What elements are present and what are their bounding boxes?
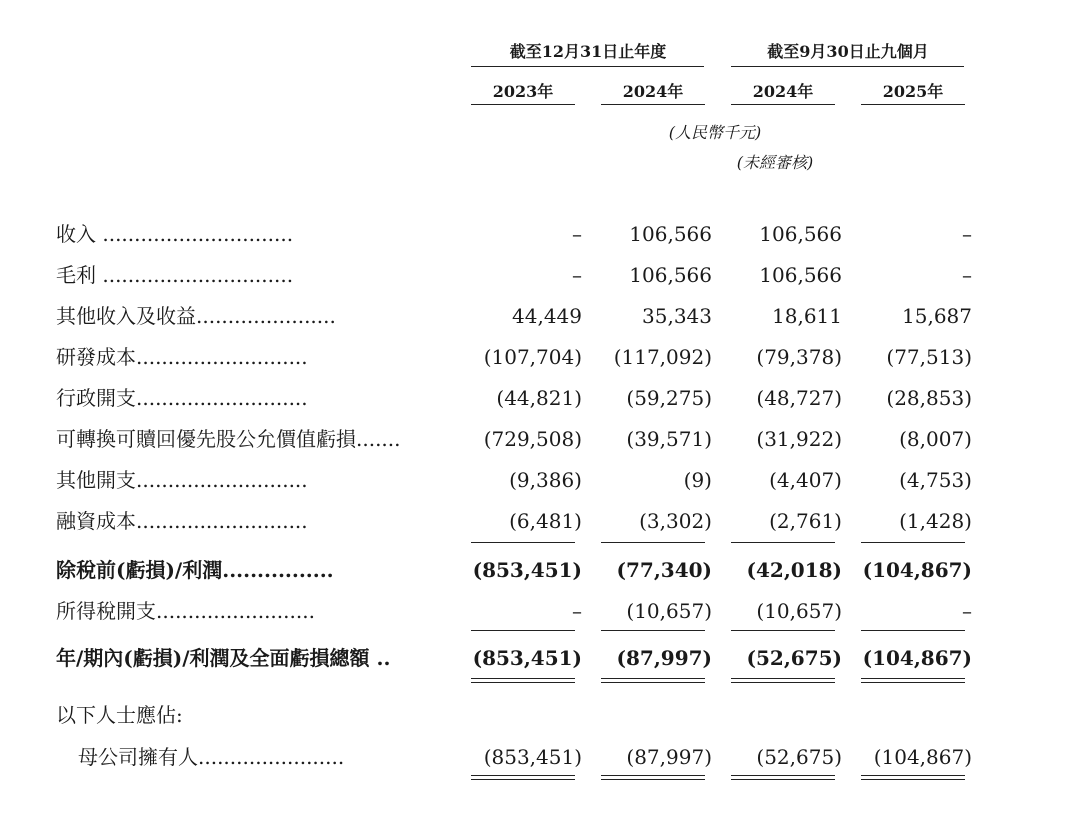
subtotal-rule bbox=[731, 542, 835, 543]
row-label: 研發成本........................... bbox=[56, 345, 308, 369]
table-row bbox=[0, 503, 1080, 539]
value-cell: (10,657) bbox=[756, 599, 842, 623]
currency-note: (人民幣千元) bbox=[668, 123, 762, 142]
subtotal-rule bbox=[601, 630, 705, 631]
value-cell: (104,867) bbox=[862, 646, 972, 670]
value-cell: (52,675) bbox=[746, 646, 842, 670]
table-row bbox=[0, 552, 1080, 588]
value-cell: (107,704) bbox=[483, 345, 582, 369]
value-cell: 106,566 bbox=[759, 263, 842, 287]
value-cell: (42,018) bbox=[746, 558, 842, 582]
value-cell: (77,513) bbox=[886, 345, 972, 369]
total-double-rule bbox=[601, 678, 705, 683]
value-cell: (8,007) bbox=[899, 427, 972, 451]
value-cell: (48,727) bbox=[756, 386, 842, 410]
row-label: 其他收入及收益...................... bbox=[56, 304, 336, 328]
year-underline bbox=[861, 104, 965, 105]
value-cell: 106,566 bbox=[759, 222, 842, 246]
year-header-2: 2024年 bbox=[622, 82, 684, 101]
table-row bbox=[0, 462, 1080, 498]
row-label: 行政開支........................... bbox=[56, 386, 308, 410]
row-label: 毛利 .............................. bbox=[56, 263, 294, 287]
column-group-nine-months: 截至9月30日止九個月 bbox=[767, 42, 929, 61]
row-label: 可轉換可贖回優先股公允價值虧損....... bbox=[56, 427, 401, 451]
value-cell: (853,451) bbox=[483, 745, 582, 769]
value-cell: (4,753) bbox=[899, 468, 972, 492]
table-row bbox=[0, 421, 1080, 457]
total-double-rule bbox=[471, 775, 575, 780]
row-label: 其他開支........................... bbox=[56, 468, 308, 492]
value-cell: (77,340) bbox=[616, 558, 712, 582]
value-cell: (79,378) bbox=[756, 345, 842, 369]
value-cell: 106,566 bbox=[629, 263, 712, 287]
value-cell: (104,867) bbox=[862, 558, 972, 582]
total-double-rule bbox=[601, 775, 705, 780]
table-row bbox=[0, 697, 1080, 733]
group-underline bbox=[731, 66, 964, 67]
value-cell: (729,508) bbox=[483, 427, 582, 451]
subtotal-rule bbox=[601, 542, 705, 543]
value-cell: 35,343 bbox=[642, 304, 712, 328]
value-cell: (3,302) bbox=[639, 509, 712, 533]
total-double-rule bbox=[731, 775, 835, 780]
subtotal-rule bbox=[861, 542, 965, 543]
year-header-4: 2025年 bbox=[882, 82, 944, 101]
table-row bbox=[0, 257, 1080, 293]
value-cell: (4,407) bbox=[769, 468, 842, 492]
value-cell: (59,275) bbox=[626, 386, 712, 410]
value-cell: (6,481) bbox=[509, 509, 582, 533]
row-label: 所得稅開支......................... bbox=[56, 599, 315, 623]
year-underline bbox=[601, 104, 705, 105]
group-underline bbox=[471, 66, 704, 67]
year-underline bbox=[731, 104, 835, 105]
value-cell: – bbox=[962, 599, 972, 623]
value-cell: (28,853) bbox=[886, 386, 972, 410]
value-cell: (10,657) bbox=[626, 599, 712, 623]
row-label: 除稅前(虧損)/利潤................ bbox=[56, 558, 334, 582]
value-cell: (87,997) bbox=[616, 646, 712, 670]
table-row bbox=[0, 216, 1080, 252]
unaudited-note: (未經審核) bbox=[736, 153, 814, 172]
subtotal-rule bbox=[471, 542, 575, 543]
row-label: 母公司擁有人....................... bbox=[78, 745, 345, 769]
table-row bbox=[0, 339, 1080, 375]
total-double-rule bbox=[471, 678, 575, 683]
total-double-rule bbox=[861, 775, 965, 780]
year-header-1: 2023年 bbox=[492, 82, 554, 101]
total-double-rule bbox=[861, 678, 965, 683]
value-cell: (39,571) bbox=[626, 427, 712, 451]
value-cell: – bbox=[962, 222, 972, 246]
value-cell: (44,821) bbox=[496, 386, 582, 410]
value-cell: (2,761) bbox=[769, 509, 842, 533]
value-cell: – bbox=[962, 263, 972, 287]
subtotal-rule bbox=[861, 630, 965, 631]
year-header-3: 2024年 bbox=[752, 82, 814, 101]
value-cell: (104,867) bbox=[873, 745, 972, 769]
value-cell: 18,611 bbox=[772, 304, 842, 328]
value-cell: 44,449 bbox=[512, 304, 582, 328]
row-label: 以下人士應佔: bbox=[56, 703, 183, 727]
value-cell: – bbox=[572, 599, 582, 623]
value-cell: (1,428) bbox=[899, 509, 972, 533]
value-cell: 15,687 bbox=[902, 304, 972, 328]
value-cell: (87,997) bbox=[626, 745, 712, 769]
row-label: 收入 .............................. bbox=[56, 222, 294, 246]
value-cell: (9) bbox=[683, 468, 712, 492]
value-cell: – bbox=[572, 263, 582, 287]
value-cell: – bbox=[572, 222, 582, 246]
column-group-year-ended: 截至12月31日止年度 bbox=[509, 42, 667, 61]
subtotal-rule bbox=[471, 630, 575, 631]
value-cell: (31,922) bbox=[756, 427, 842, 451]
table-row bbox=[0, 380, 1080, 416]
table-row bbox=[0, 298, 1080, 334]
value-cell: (117,092) bbox=[613, 345, 712, 369]
subtotal-rule bbox=[731, 630, 835, 631]
value-cell: (853,451) bbox=[472, 646, 582, 670]
table-row bbox=[0, 640, 1080, 676]
value-cell: (853,451) bbox=[472, 558, 582, 582]
table-row bbox=[0, 593, 1080, 629]
row-label: 融資成本........................... bbox=[56, 509, 308, 533]
total-double-rule bbox=[731, 678, 835, 683]
year-underline bbox=[471, 104, 575, 105]
value-cell: 106,566 bbox=[629, 222, 712, 246]
value-cell: (52,675) bbox=[756, 745, 842, 769]
value-cell: (9,386) bbox=[509, 468, 582, 492]
table-row bbox=[0, 739, 1080, 775]
row-label: 年/期內(虧損)/利潤及全面虧損總額 .. bbox=[56, 646, 391, 670]
